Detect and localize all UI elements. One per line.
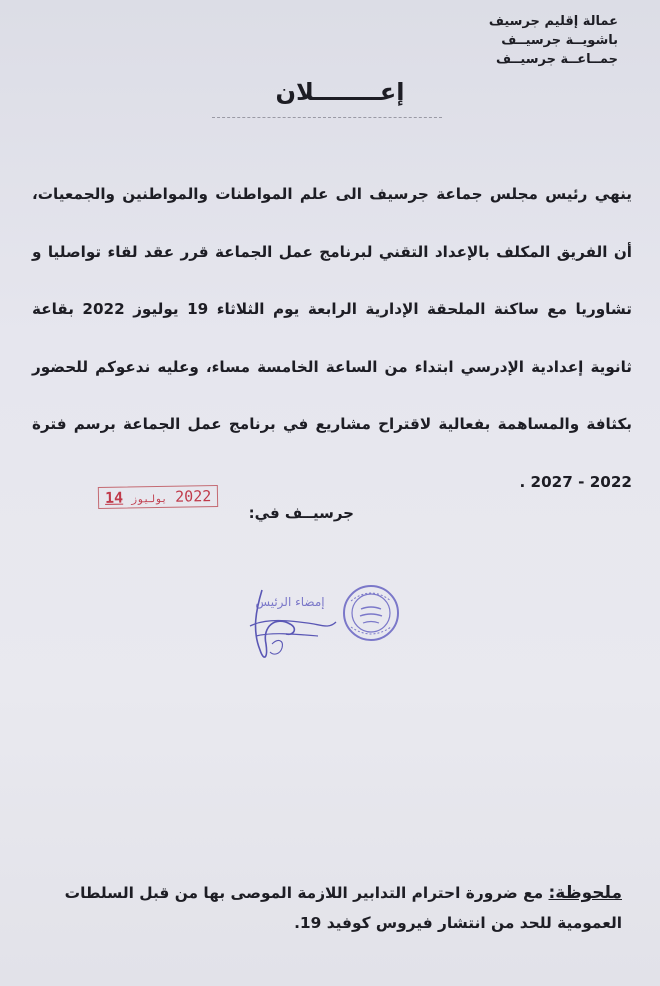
note-text: مع ضرورة احترام التدابير اللازمة الموصى بها من قبل السلطات العمومية للحد من انتشار فيروس كوفيد 19.: [64, 884, 622, 932]
issuing-authority-header: [489, 12, 618, 69]
signature-icon: [232, 570, 342, 670]
note-section: [30, 878, 622, 938]
place-label: جرسيــف في:: [248, 504, 354, 522]
date-stamp: [98, 485, 219, 509]
official-seal-icon: [341, 583, 401, 643]
title-divider: [212, 117, 442, 118]
document-title: إعــــــــلان: [275, 78, 405, 106]
header-line-pashalik: باشويــة جرسيــف: [501, 33, 618, 48]
note-label: ملحوظة:: [548, 883, 622, 903]
date-stamp-month: يوليوز: [131, 493, 168, 506]
header-line-commune: جمــاعــة جرسيــف: [496, 52, 618, 67]
date-stamp-day: 14: [104, 488, 124, 507]
announcement-body: [32, 166, 632, 512]
date-stamp-year: 2022: [175, 487, 212, 506]
announcement-paragraph: ينهي رئيس مجلس جماعة جرسيف الى علم المواطنات والمواطنين والجمعيات، أن الفريق المكلف بالإعداد التقني لبرنامج عمل الجماعة قرر عقد لقاء تواصليا و تشاوريا مع ساكنة الملحقة الإدارية الرابعة يوم الثلاثاء 19 يوليوز 2022 بقاعة ثانوية إعدادية الإدرسي ابتداء من الساعة الخامسة مساء، وعليه ندعوكم للحضور بكثافة والمساهمة بفعالية لاقتراح مشاريع في برنامج عمل الجماعة برسم فترة 2022 - 2027 .: [32, 185, 632, 491]
header-line-province: عمالة إقليم جرسيف: [488, 14, 618, 29]
signature-caption: إمضاء الرئيس: [255, 595, 325, 609]
